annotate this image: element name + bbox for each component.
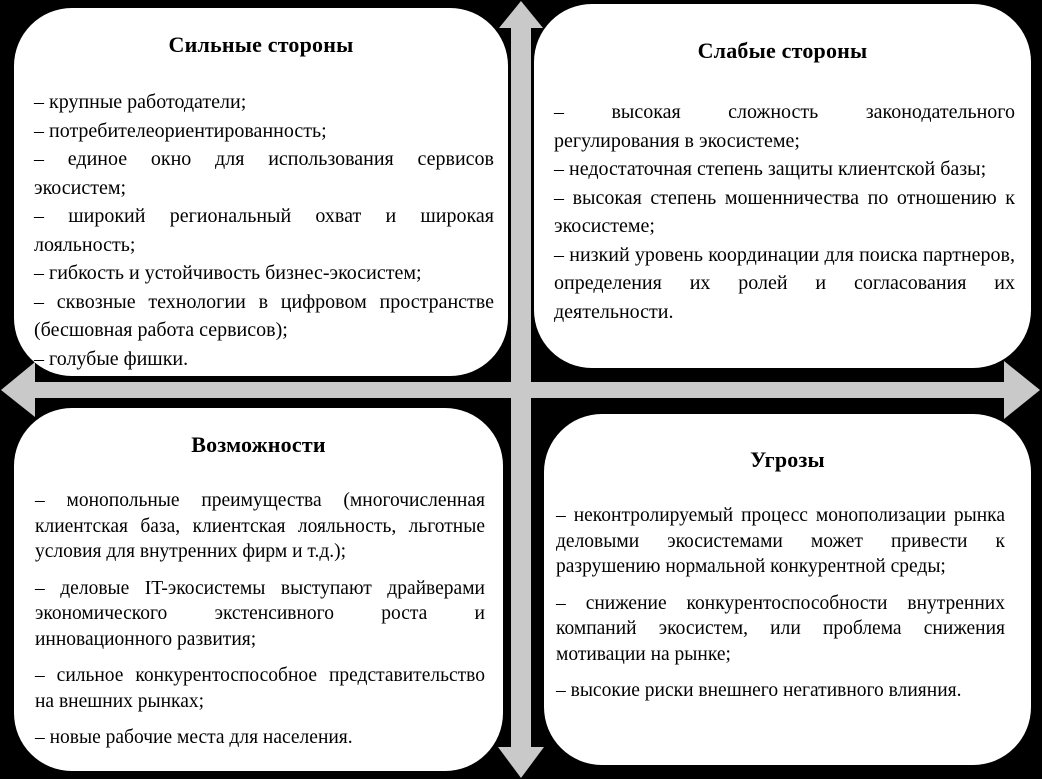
list-item: – голубые фишки. (34, 347, 189, 370)
list-item: – недостаточная степень защиты клиентской базы; (554, 158, 987, 180)
quadrant-threats-items (544, 503, 1031, 704)
quadrant-weaknesses-items (534, 98, 1031, 326)
list-item: – высокие риски внешнего негативного влияния. (556, 680, 962, 701)
list-item: – гибкость и устойчивость бизнес-экосистем; (34, 262, 422, 284)
list-item: – высокая степень мошенничества по отношению к экосистеме; (554, 186, 1015, 237)
list-item: – широкий региональный охват и широкая лояльность; (34, 205, 494, 256)
quadrant-weaknesses (534, 4, 1031, 368)
list-item: – высокая сложность законодательного регулирования в экосистеме; (554, 101, 1015, 152)
list-item: – единое окно для использования сервисов экосистем; (34, 148, 494, 199)
quadrant-strengths-items (14, 88, 508, 373)
list-item: – новые рабочие места для населения. (35, 727, 353, 748)
list-item: – сквозные технологии в цифровом пространстве (бесшовная работа сервисов); (34, 290, 494, 341)
list-item: – деловые IT-экосистемы выступают драйверами экономического экстенсивного роста и инновационного развития; (35, 577, 485, 650)
quadrant-threats-title: Угрозы (750, 447, 825, 472)
list-item: – крупные работодатели; (34, 91, 247, 113)
quadrant-opportunities (14, 408, 503, 771)
quadrant-opportunities-items (14, 488, 503, 751)
list-item: – низкий уровень координации для поиска партнеров, определения их ролей и согласования их деятельности. (554, 243, 1015, 323)
list-item: – сильное конкурентоспособное представительство на внешних рынках; (35, 665, 485, 712)
quadrant-opportunities-title: Возможности (191, 432, 326, 457)
list-item: – потребителеориентированность; (34, 119, 327, 142)
quadrant-strengths-title: Сильные стороны (168, 32, 354, 57)
list-item: – неконтролируемый процесс монополизации рынка деловыми экосистемами может привести к разрушению нормальной конкурентной среды; (556, 505, 1005, 577)
quadrant-threats (544, 414, 1031, 765)
quadrant-strengths (14, 8, 508, 376)
quadrant-weaknesses-title: Слабые стороны (697, 38, 868, 63)
list-item: – снижение конкурентоспособности внутренних компаний экосистем, или проблема снижения мотивации на рынке; (556, 592, 1005, 665)
list-item: – монопольные преимущества (многочисленная клиентская база, клиентская лояльность, льготные условия для внутренних фирм и т.д.); (35, 490, 485, 562)
